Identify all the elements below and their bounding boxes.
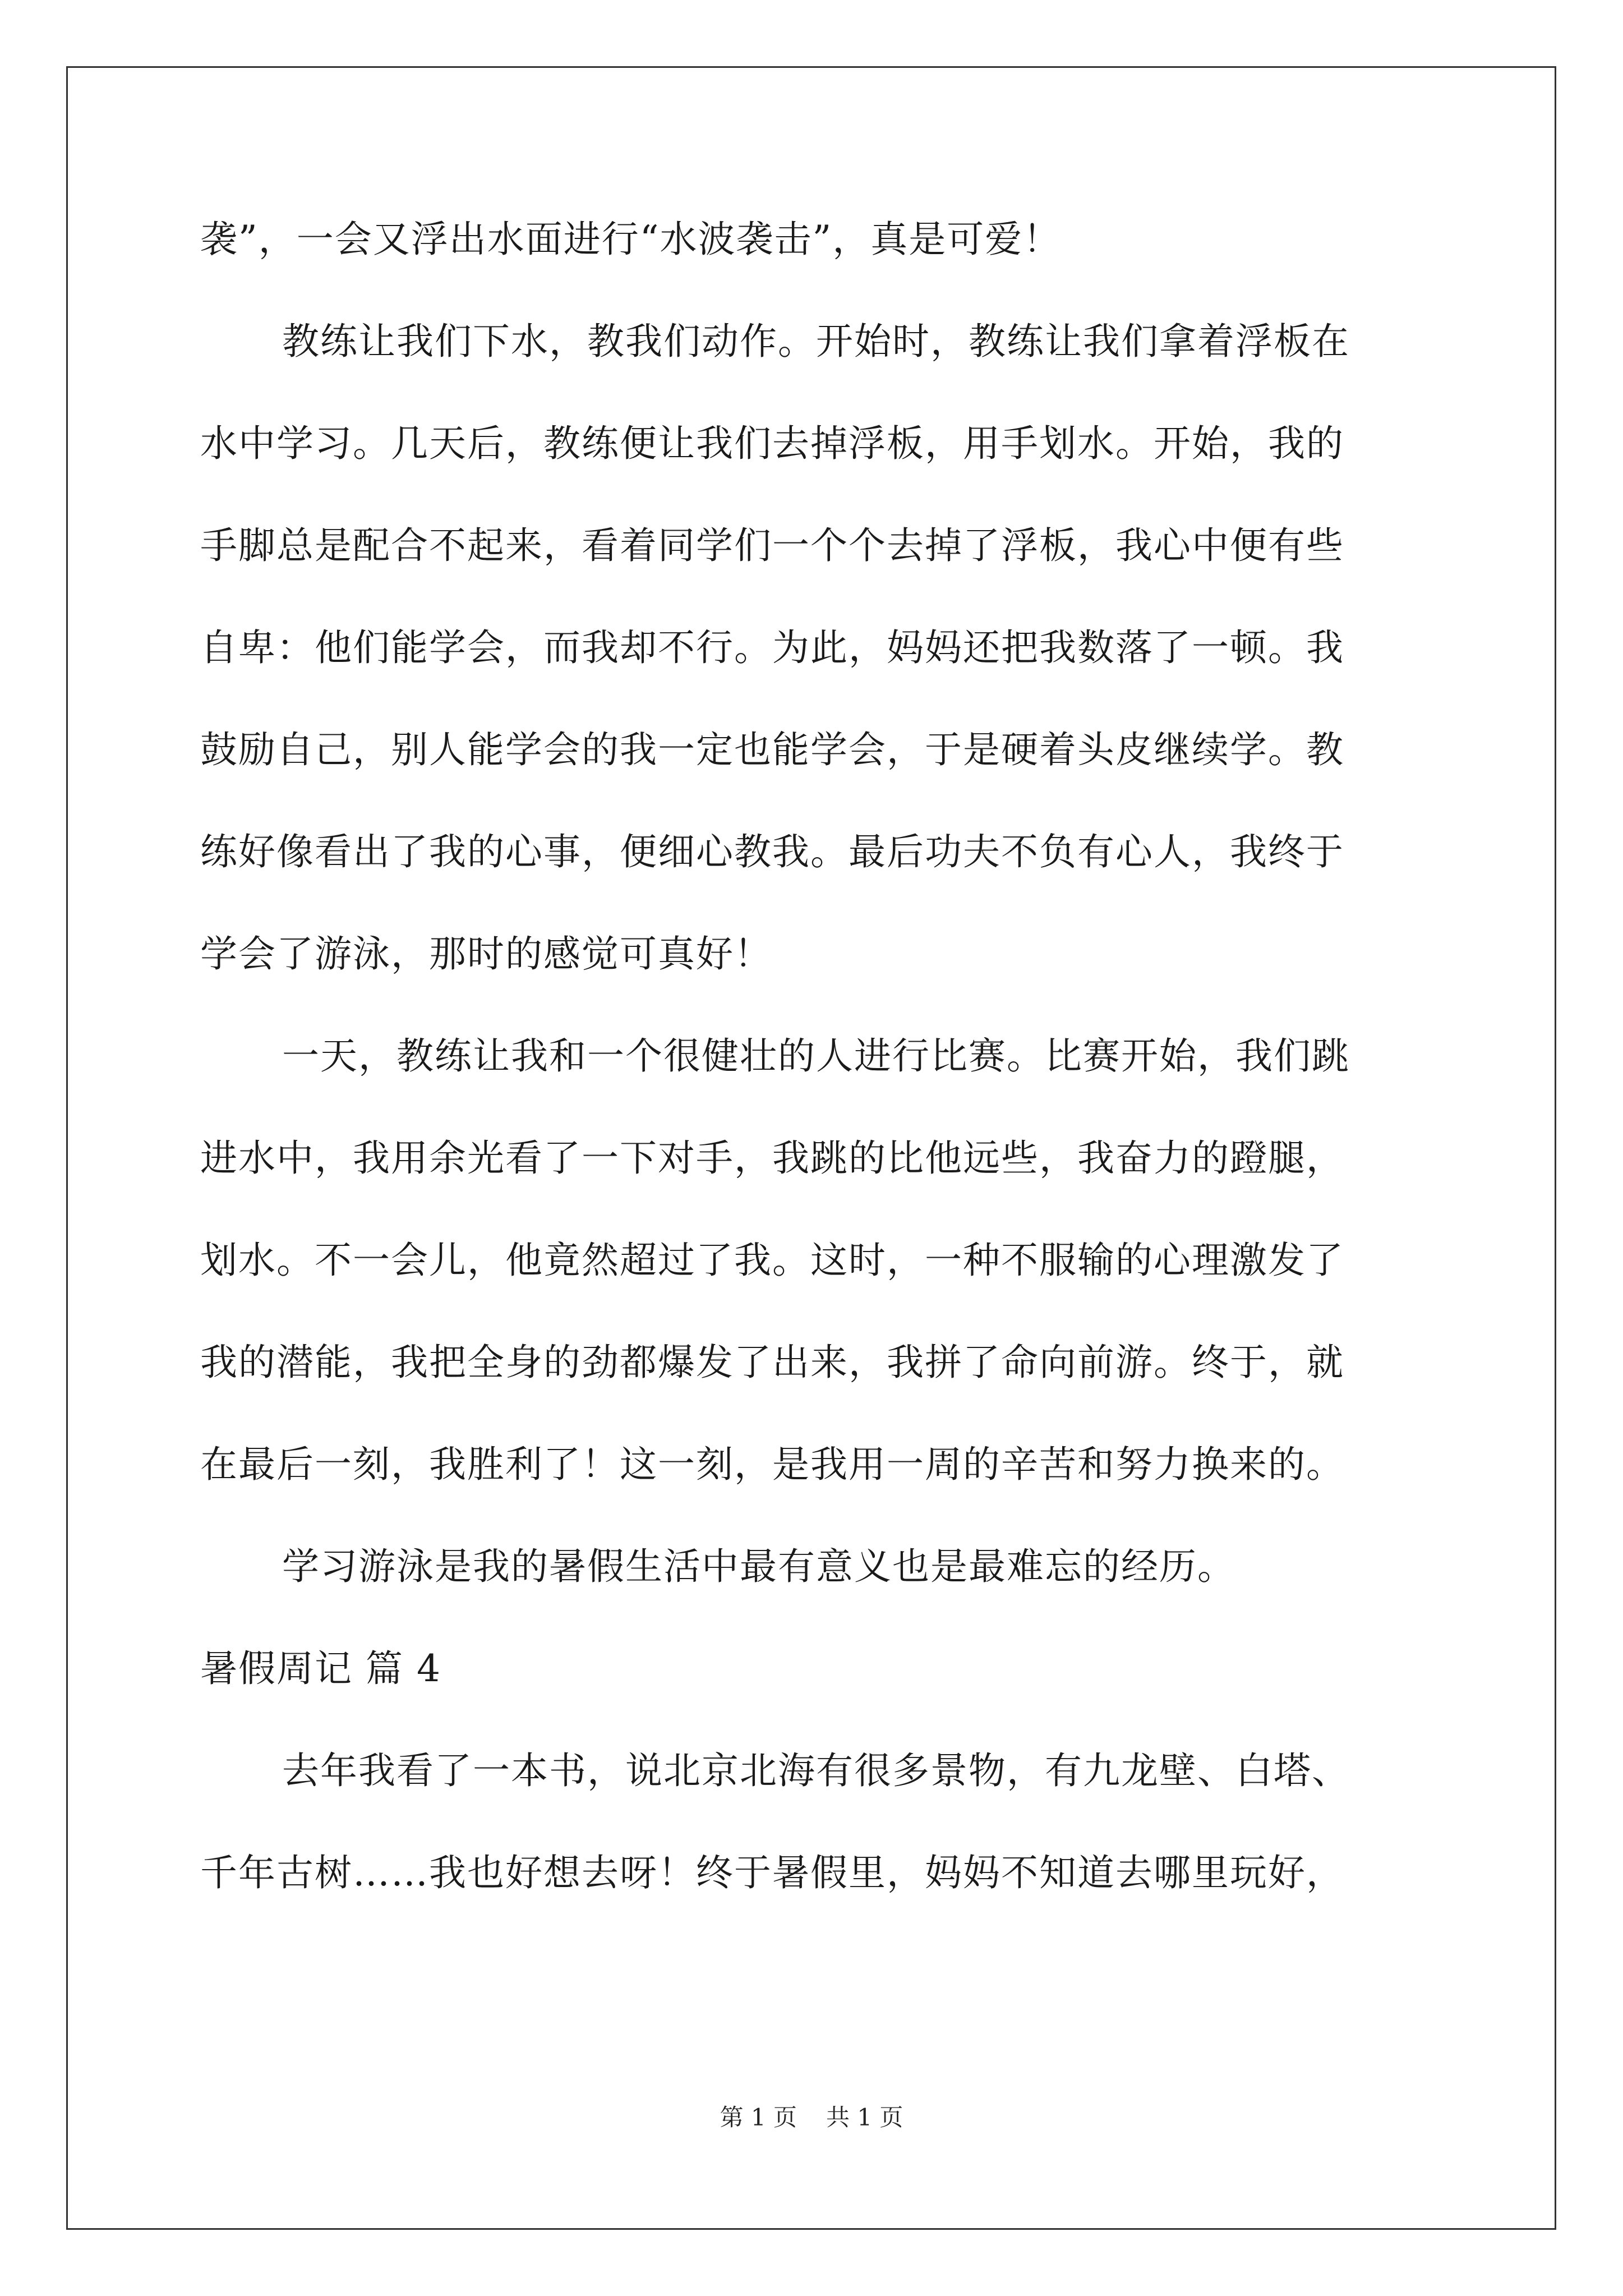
text-line: 教练让我们下水，教我们动作。开始时，教练让我们拿着浮板在 bbox=[282, 320, 1350, 363]
text-line: 自卑：他们能学会，而我却不行。为此，妈妈还把我数落了一顿。我 bbox=[200, 626, 1344, 669]
text-line: 我的潜能，我把全身的劲都爆发了出来，我拼了命向前游。终于，就 bbox=[200, 1341, 1344, 1384]
text-line: 袭”，一会又浮出水面进行“水波袭击”，真是可爱！ bbox=[200, 218, 1062, 261]
text-line: 进水中，我用余光看了一下对手，我跳的比他远些，我奋力的蹬腿， bbox=[200, 1137, 1344, 1180]
text-line: 学会了游泳，那时的感觉可真好！ bbox=[200, 932, 772, 976]
text-line: 鼓励自己，别人能学会的我一定也能学会，于是硬着头皮继续学。教 bbox=[200, 728, 1344, 771]
section-heading: 暑假周记 篇 4 bbox=[200, 1647, 441, 1690]
text-line: 手脚总是配合不起来，看着同学们一个个去掉了浮板，我心中便有些 bbox=[200, 524, 1344, 567]
document-body bbox=[200, 211, 1462, 1947]
text-line: 水中学习。几天后，教练便让我们去掉浮板，用手划水。开始，我的 bbox=[200, 422, 1344, 465]
page-footer bbox=[0, 2101, 1623, 2134]
text-line: 练好像看出了我的心事，便细心教我。最后功夫不负有心人，我终于 bbox=[200, 830, 1344, 873]
page-total: 共 1 页 bbox=[826, 2104, 903, 2131]
text-line: 一天，教练让我和一个很健壮的人进行比赛。比赛开始，我们跳 bbox=[282, 1034, 1350, 1078]
text-line: 去年我看了一本书，说北京北海有很多景物，有九龙壁、白塔、 bbox=[282, 1749, 1350, 1792]
text-line: 千年古树……我也好想去呀！终于暑假里，妈妈不知道去哪里玩好， bbox=[200, 1851, 1344, 1894]
text-line: 在最后一刻，我胜利了！这一刻，是我用一周的辛苦和努力换来的。 bbox=[200, 1443, 1344, 1486]
page-number: 第 1 页 bbox=[720, 2104, 797, 2131]
text-line: 学习游泳是我的暑假生活中最有意义也是最难忘的经历。 bbox=[282, 1545, 1235, 1588]
text-line: 划水。不一会儿，他竟然超过了我。这时，一种不服输的心理激发了 bbox=[200, 1239, 1344, 1282]
